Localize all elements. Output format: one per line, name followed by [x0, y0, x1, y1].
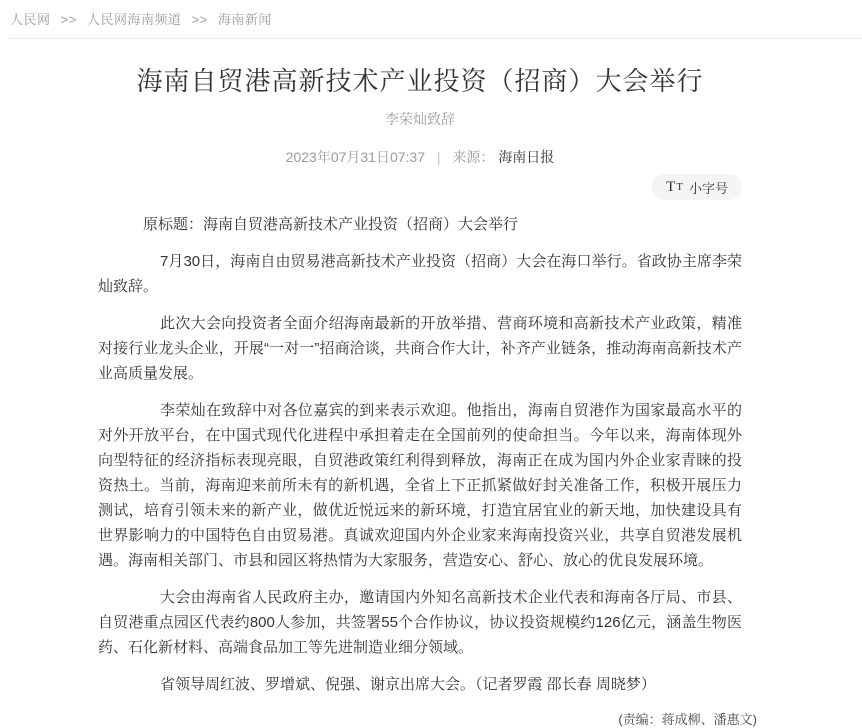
- breadcrumb-separator: >>: [60, 12, 77, 27]
- breadcrumb-link-peoples-daily[interactable]: 人民网: [10, 12, 51, 27]
- breadcrumb-separator: >>: [191, 12, 208, 27]
- original-title-label: 原标题：: [143, 216, 204, 233]
- publish-date: 2023年07月31日07:37: [285, 149, 425, 165]
- page-title: 海南自贸港高新技术产业投资（招商）大会举行: [136, 66, 704, 96]
- header-divider: [8, 38, 862, 39]
- font-size-button[interactable]: [652, 174, 742, 200]
- article-container: [98, 65, 742, 697]
- article-meta: [98, 147, 742, 167]
- article-paragraph: 省领导周红波、罗增斌、倪强、谢京出席大会。（记者罗霞 邵长春 周晓梦）: [160, 676, 656, 693]
- breadcrumb: [0, 0, 862, 38]
- original-title-text: 海南自贸港高新技术产业投资（招商）大会举行: [203, 216, 519, 233]
- source-label: 来源：: [452, 149, 495, 165]
- original-title-line: [98, 212, 742, 237]
- article-subtitle: 李荣灿致辞: [385, 111, 455, 127]
- font-size-icon: T: [666, 178, 676, 195]
- article-paragraph: 大会由海南省人民政府主办，邀请国内外知名高新技术企业代表和海南各厅局、市县、自贸港重点园区代表约800人参加，共签署55个合作协议，协议投资规模约126亿元，涵盖生物医药、石化新材料、高端食品加工等先进制造业细分领域。: [98, 589, 742, 656]
- breadcrumb-link-hainan-channel[interactable]: 人民网海南频道: [86, 12, 182, 27]
- article-body: [98, 212, 742, 697]
- article-paragraph: 李荣灿在致辞中对各位嘉宾的到来表示欢迎。他指出，海南自贸港作为国家最高水平的对外开放平台，在中国式现代化进程中承担着走在全国前列的使命担当。今年以来，海南体现外向型特征的经济指标表现亮眼，自贸港政策红利得到释放，海南正在成为国内外企业家青睐的投资热土。当前，海南迎来前所未有的新机遇，全省上下正抓紧做好封关准备工作，积极开展压力测试，培育引领未来的新产业，做优近悦远来的新环境，打造宜居宜业的新天地，加快建设具有世界影响力的中国特色自由贸易港。真诚欢迎国内外企业家来海南投资兴业，共享自贸港发展机遇。海南相关部门、市县和园区将热情为大家服务，营造安心、舒心、放心的优良发展环境。: [98, 402, 742, 569]
- article-paragraph: 7月30日，海南自由贸易港高新技术产业投资（招商）大会在海口举行。省政协主席李荣灿致辞。: [98, 253, 742, 295]
- font-size-icon-small: T: [676, 180, 683, 193]
- article-paragraph: 此次大会向投资者全面介绍海南最新的开放举措、营商环境和高新技术产业政策，精准对接行业龙头企业，开展“一对一”招商洽谈，共商合作大计，补齐产业链条，推动海南高新技术产业高质量发展。: [98, 315, 742, 382]
- editor-credit: (责编：蒋成柳、潘惠文): [618, 712, 757, 727]
- meta-separator: |: [436, 149, 441, 165]
- source-name[interactable]: 海南日报: [498, 149, 555, 165]
- font-size-label: 小字号: [688, 180, 728, 196]
- article-toolbar: [98, 174, 742, 200]
- breadcrumb-link-hainan-news[interactable]: 海南新闻: [217, 12, 272, 27]
